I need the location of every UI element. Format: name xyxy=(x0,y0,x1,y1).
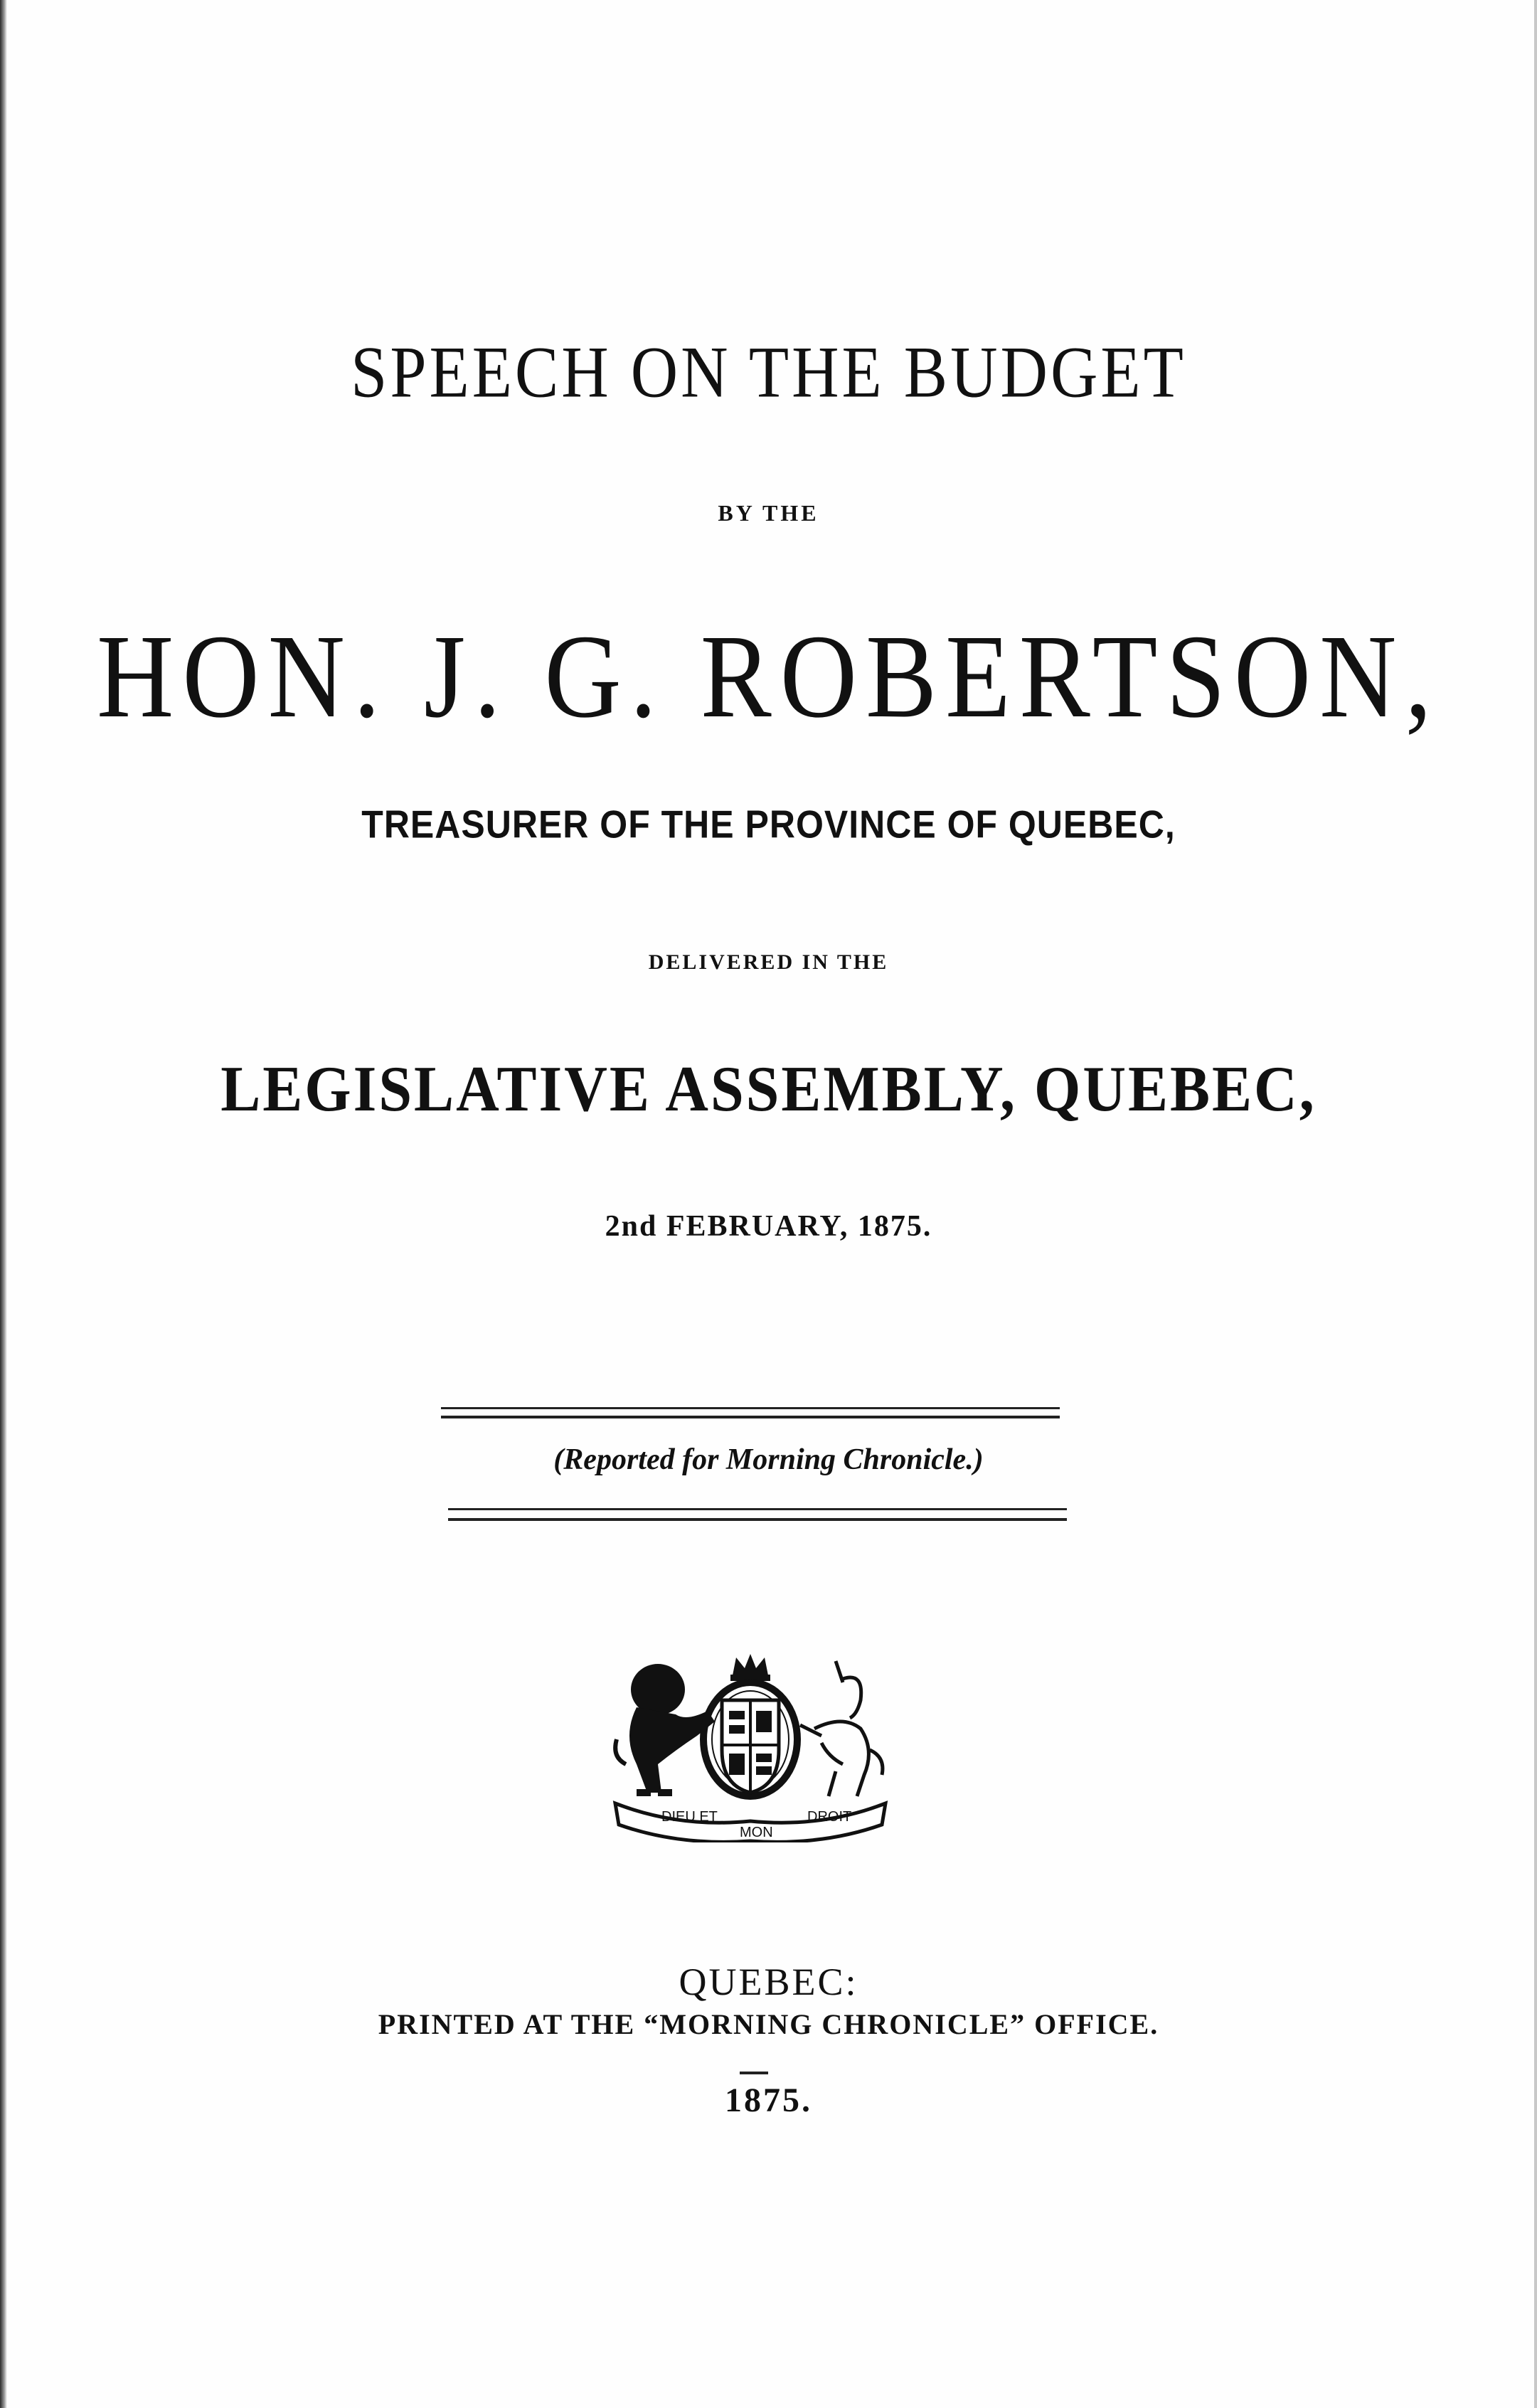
unicorn-supporter xyxy=(800,1661,883,1796)
imprint-printer: PRINTED AT THE “MORNING CHRONICLE” OFFICE. xyxy=(378,2008,1159,2040)
author-name: HON. J. G. ROBERTSON, xyxy=(97,610,1440,743)
motto-center: MON xyxy=(740,1825,773,1840)
document-title: SPEECH ON THE BUDGET xyxy=(351,331,1186,413)
motto-right: DROIT xyxy=(807,1809,852,1825)
motto-left: DIEU ET xyxy=(661,1809,718,1825)
crown xyxy=(730,1654,770,1681)
delivered-line: DELIVERED IN THE xyxy=(648,950,889,974)
reported-note: (Reported for Morning Chronicle.) xyxy=(553,1443,984,1476)
bottom-rule-thin xyxy=(448,1508,1067,1510)
author-office: TREASURER OF THE PROVINCE OF QUEBEC, xyxy=(361,802,1176,847)
imprint-year: 1875. xyxy=(725,2081,812,2119)
lion-supporter xyxy=(615,1664,715,1796)
speech-date: 2nd FEBRUARY, 1875. xyxy=(605,1210,932,1243)
top-rule-thin xyxy=(441,1407,1060,1409)
assembly-name: LEGISLATIVE ASSEMBLY, QUEBEC, xyxy=(220,1054,1317,1125)
top-rule-thick xyxy=(441,1416,1060,1418)
bottom-rule-thick xyxy=(448,1518,1067,1521)
royal-coat-of-arms-icon xyxy=(608,1650,893,1842)
imprint-dash xyxy=(740,2072,768,2074)
by-the-line: BY THE xyxy=(718,500,819,526)
imprint-place: QUEBEC: xyxy=(679,1961,858,2003)
